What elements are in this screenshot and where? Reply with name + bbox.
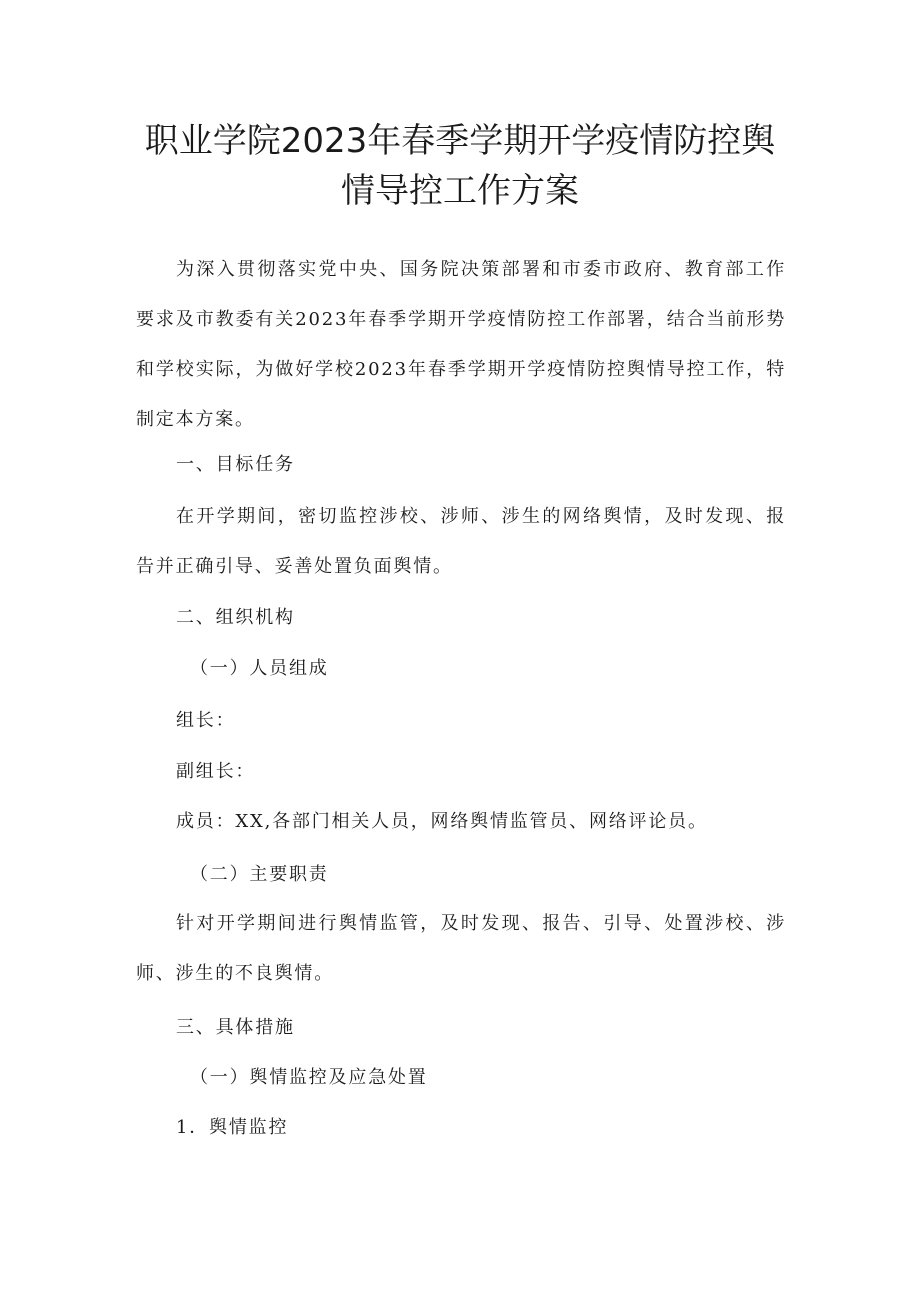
duties-paragraph: 针对开学期间进行舆情监管，及时发现、报告、引导、处置涉校、涉师、涉生的不良舆情。 bbox=[136, 913, 786, 984]
item-heading-monitoring: 1．舆情监控 bbox=[176, 1117, 289, 1138]
subsection-heading-duties: （二）主要职责 bbox=[190, 864, 329, 885]
subsection-heading-monitoring: （一）舆情监控及应急处置 bbox=[190, 1067, 428, 1088]
goals-paragraph: 在开学期间，密切监控涉校、涉师、涉生的网络舆情，及时发现、报告并正确引导、妥善处置负面舆情。 bbox=[136, 506, 786, 577]
intro-paragraph: 为深入贯彻落实党中央、国务院决策部署和市委市政府、教育部工作要求及市教委有关2023年春季学期开学疫情防控工作部署，结合当前形势和学校实际，为做好学校2023年春季学期开学疫情防控舆情导控工作，特制定本方案。 bbox=[136, 259, 786, 430]
deputy-leader-line: 副组长： bbox=[176, 761, 256, 782]
section-heading-goals: 一、目标任务 bbox=[176, 454, 295, 475]
subsection-heading-staff: （一）人员组成 bbox=[190, 658, 329, 679]
document-title-line-2: 情导控工作方案 bbox=[341, 171, 579, 211]
leader-line: 组长： bbox=[176, 710, 236, 731]
document-title-line-1: 职业学院2023年春季学期开学疫情防控舆 bbox=[144, 121, 776, 161]
section-heading-organization: 二、组织机构 bbox=[176, 607, 295, 628]
section-heading-measures: 三、具体措施 bbox=[176, 1017, 295, 1038]
members-line: 成员：XX,各部门相关人员，网络舆情监管员、网络评论员。 bbox=[176, 811, 708, 832]
